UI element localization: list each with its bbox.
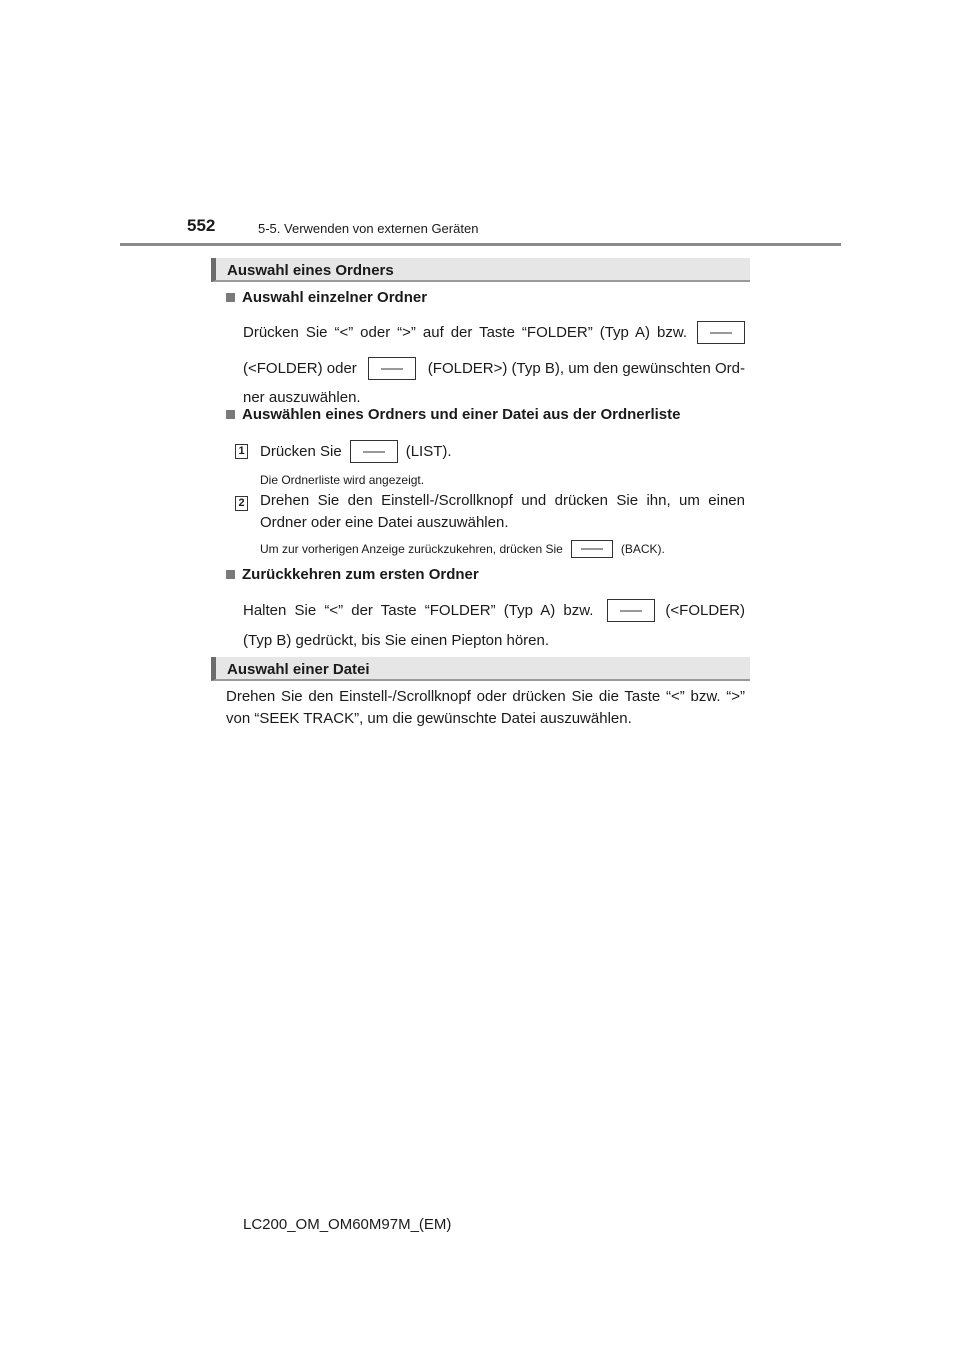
step2-line1: Drehen Sie den Einstell-/Scrollknopf und drücken Sie ihn, um einen <box>260 492 745 509</box>
single-folder-paragraph <box>243 318 745 412</box>
step2-line2: Ordner oder eine Datei auszuwählen. <box>260 514 509 531</box>
back-button-icon <box>571 540 613 558</box>
section-heading-file-text: Auswahl einer Datei <box>227 661 370 678</box>
step1-line <box>260 437 452 466</box>
folder-back-button-icon <box>368 357 416 380</box>
return-first-line2: (Typ B) gedrückt, bis Sie einen Piepton hören. <box>243 632 550 649</box>
section-heading-folder-text: Auswahl eines Ordners <box>227 262 394 279</box>
page-number: 552 <box>187 216 216 235</box>
subheading-return-first-text: Zurückkehren zum ersten Ordner <box>242 566 479 583</box>
file-paragraph <box>226 686 745 730</box>
step-number-1: 1 <box>235 444 248 459</box>
file-line2: von “SEEK TRACK”, um die gewünschte Datei auszuwählen. <box>226 710 632 727</box>
subheading-folder-list <box>226 406 680 423</box>
step1-note: Die Ordnerliste wird angezeigt. <box>260 473 425 487</box>
step1-text-a: Drücken Sie <box>260 443 342 460</box>
running-header: 5-5. Verwenden von externen Geräten <box>258 221 479 236</box>
step2-note-a: Um zur vorherigen Anzeige zurückzukehren, drücken Sie <box>260 542 563 556</box>
square-bullet-icon <box>226 410 235 419</box>
step-number-2: 2 <box>235 496 248 511</box>
subheading-single-folder-text: Auswahl einzelner Ordner <box>242 289 428 306</box>
return-first-line1b: (<FOLDER) <box>665 602 745 619</box>
step1-text-b: (LIST). <box>405 443 452 460</box>
return-first-line1a: Halten Sie “<” der Taste “FOLDER” (Typ A) bzw. <box>243 602 594 619</box>
step2-paragraph <box>260 490 745 534</box>
single-folder-line3: ner auszuwählen. <box>243 389 361 406</box>
step2-note-b: (BACK). <box>620 542 665 556</box>
folder-back-hold-button-icon <box>607 599 655 622</box>
list-button-icon <box>350 440 398 463</box>
step2-note <box>260 540 665 558</box>
header-rule <box>120 243 841 246</box>
return-first-paragraph <box>243 596 745 655</box>
subheading-return-first <box>226 566 479 583</box>
single-folder-line1: Drücken Sie “<” oder “>” auf der Taste “FOLDER” (Typ A) bzw. <box>243 324 687 341</box>
subheading-folder-list-text: Auswählen eines Ordners und einer Datei aus der Ordnerliste <box>242 406 681 423</box>
document-code: LC200_OM_OM60M97M_(EM) <box>243 1216 452 1233</box>
single-folder-line2a: (<FOLDER) oder <box>243 360 357 377</box>
single-folder-line2b: (FOLDER>) (Typ B), um den gewünschten Ord- <box>427 360 745 377</box>
folder-button-icon <box>697 321 745 344</box>
section-heading-folder <box>211 258 750 282</box>
subheading-single-folder <box>226 289 427 306</box>
square-bullet-icon <box>226 570 235 579</box>
file-line1: Drehen Sie den Einstell-/Scrollknopf oder drücken Sie die Taste “<” bzw. “>” <box>226 688 745 705</box>
square-bullet-icon <box>226 293 235 302</box>
section-heading-file <box>211 657 750 681</box>
